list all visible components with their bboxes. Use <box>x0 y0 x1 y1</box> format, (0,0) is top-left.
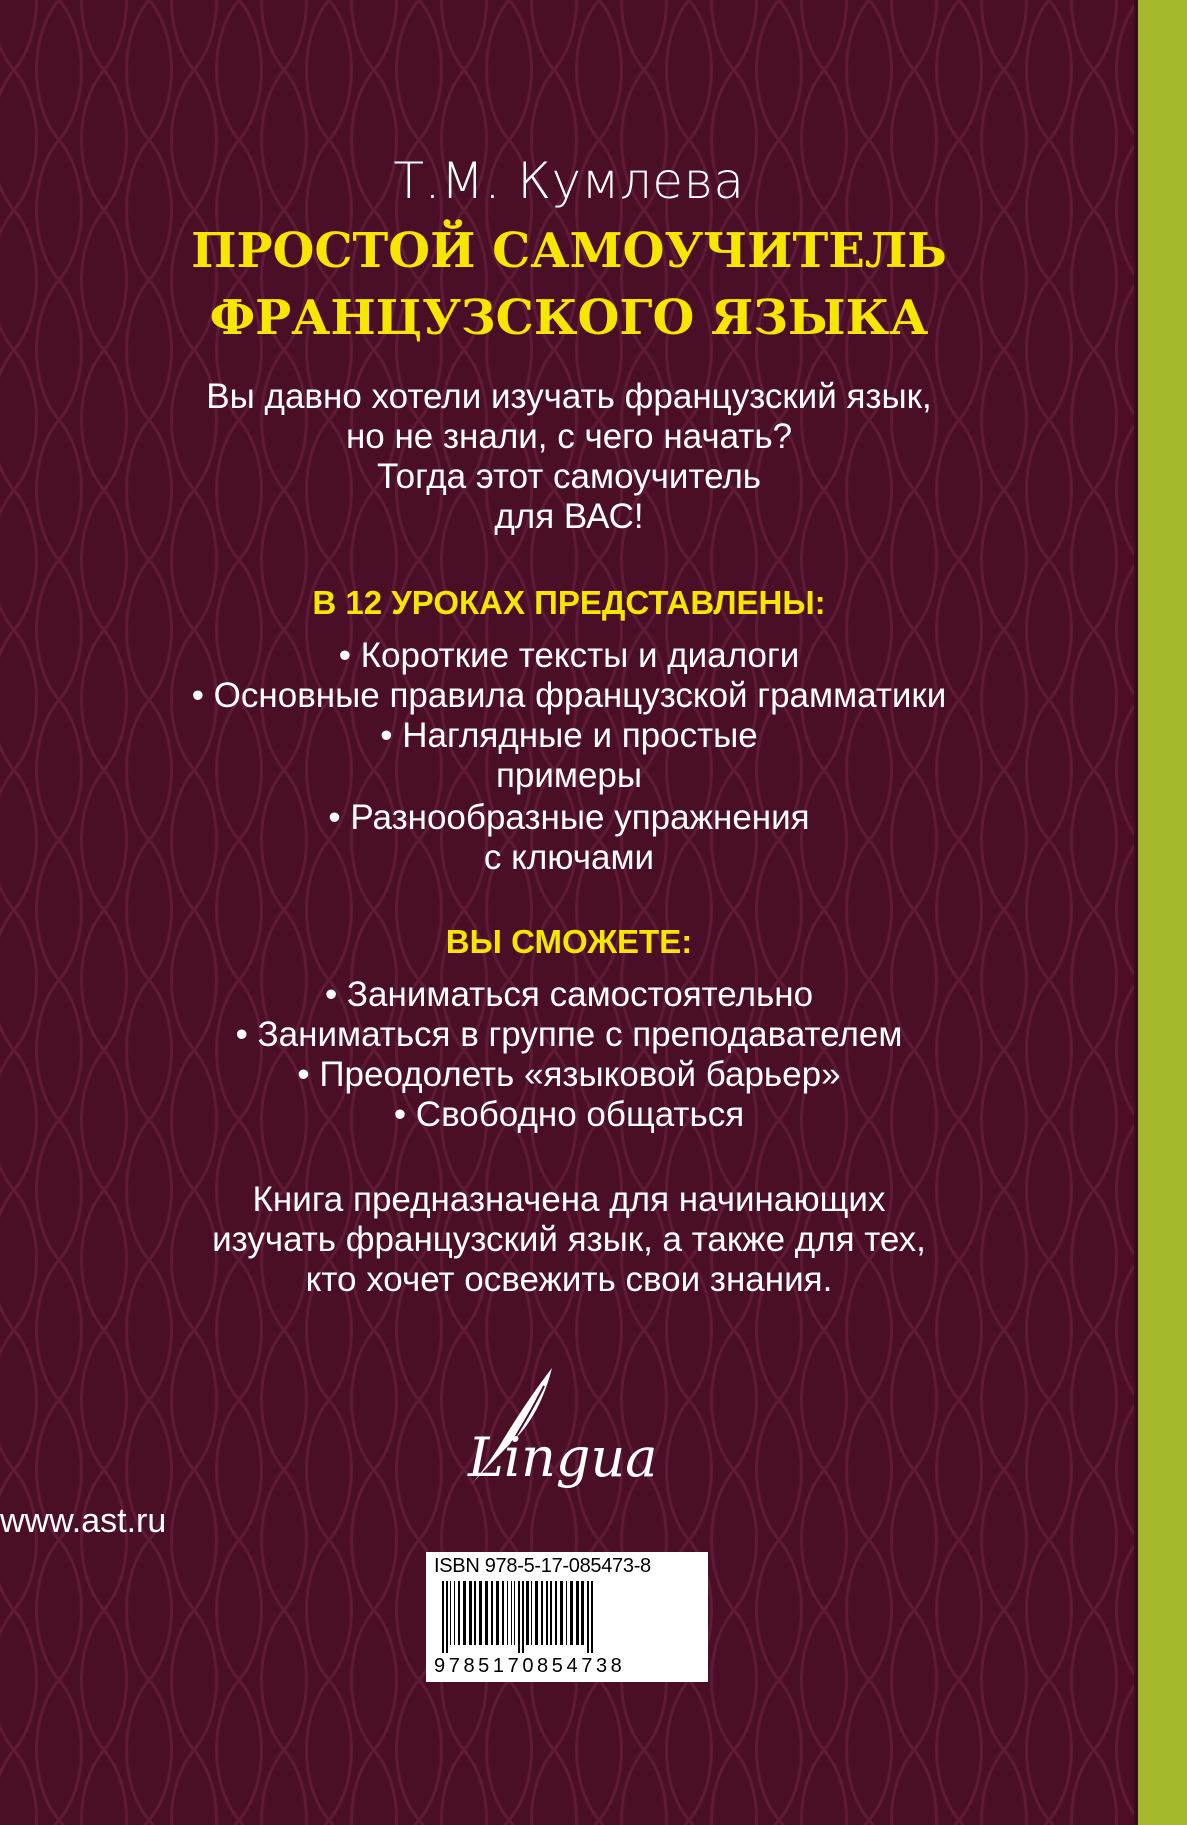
barcode-bar <box>507 1581 508 1645</box>
intro-line-2: но не знали, с чего начать? <box>345 417 793 456</box>
barcode-bar <box>535 1581 538 1645</box>
benefits-line-1: • Заниматься самостоятельно <box>324 975 814 1014</box>
intro-line-3: Тогда этот самоучитель <box>376 457 762 496</box>
ean-digits: 9785170854738 <box>434 1655 626 1677</box>
barcode-bar <box>587 1581 589 1653</box>
lessons-heading: В 12 УРОКАХ ПРЕДСТАВЛЕНЫ: <box>312 584 826 621</box>
barcode-bar <box>474 1581 476 1645</box>
barcode-bar <box>454 1581 455 1645</box>
intro-line-1: Вы давно хотели изучать французский язык, <box>206 377 932 416</box>
benefits-heading: ВЫ СМОЖЕТЕ: <box>445 923 693 960</box>
book-title-line-2: ФРАНЦУЗСКОГО ЯЗЫКА <box>209 290 929 346</box>
audience-line-3: кто хочет освежить свои знания. <box>305 1260 833 1299</box>
barcode-bar <box>566 1581 567 1645</box>
intro-line-4: для ВАС! <box>494 497 644 536</box>
barcode-bar <box>560 1581 563 1645</box>
barcode-bar <box>463 1581 466 1645</box>
barcode-bar <box>522 1581 524 1653</box>
lessons-line-2: • Основные правила французской грамматики <box>191 676 947 715</box>
barcode-bar <box>570 1581 573 1645</box>
barcode-bar <box>458 1581 460 1645</box>
isbn-number: ISBN 978-5-17-085473-8 <box>434 1555 651 1577</box>
spine-stripe <box>1138 0 1187 1825</box>
barcode-bar <box>576 1581 579 1645</box>
barcode-bar <box>511 1581 512 1645</box>
barcode-bars <box>440 1581 698 1653</box>
barcode-bar <box>442 1581 444 1653</box>
barcode-bar <box>479 1581 482 1645</box>
isbn-barcode <box>426 1552 708 1682</box>
barcode-bar <box>581 1581 584 1645</box>
lessons-line-6: с ключами <box>483 838 655 877</box>
barcode-bar <box>518 1581 520 1653</box>
author-name: Т.М. Кумлева <box>393 152 745 210</box>
barcode-bar <box>485 1581 488 1645</box>
audience-line-2: изучать французский язык, а также для тех, <box>212 1220 926 1259</box>
lessons-line-5: • Разнообразные упражнения <box>328 798 810 837</box>
barcode-bar <box>546 1581 548 1645</box>
barcode-bar <box>531 1581 532 1645</box>
barcode-bar <box>502 1581 504 1645</box>
lingua-logo <box>440 1360 700 1500</box>
barcode-bar <box>555 1581 557 1645</box>
barcode-bar <box>496 1581 499 1645</box>
benefits-line-4: • Свободно общаться <box>393 1095 745 1134</box>
benefits-line-2: • Заниматься в группе с преподавателем <box>235 1015 903 1054</box>
barcode-bar <box>526 1581 529 1645</box>
benefits-line-3: • Преодолеть «языковой барьер» <box>297 1055 841 1094</box>
lessons-line-1: • Короткие тексты и диалоги <box>338 636 800 675</box>
barcode-bar <box>491 1581 493 1645</box>
barcode-bar <box>514 1581 515 1645</box>
barcode-bar <box>591 1581 593 1653</box>
barcode-bar <box>550 1581 552 1645</box>
barcode-bar <box>446 1581 448 1653</box>
lingua-logo-text: Lingua <box>468 1426 658 1489</box>
lessons-line-4: примеры <box>495 756 643 795</box>
barcode-bar <box>469 1581 472 1645</box>
lessons-line-3: • Наглядные и простые <box>380 716 758 755</box>
publisher-website[interactable]: www.ast.ru <box>0 1502 167 1540</box>
barcode-bar <box>450 1581 451 1645</box>
book-title-line-1: ПРОСТОЙ САМОУЧИТЕЛЬ <box>191 223 947 279</box>
audience-line-1: Книга предназначена для начинающих <box>252 1180 886 1219</box>
barcode-bar <box>541 1581 543 1645</box>
